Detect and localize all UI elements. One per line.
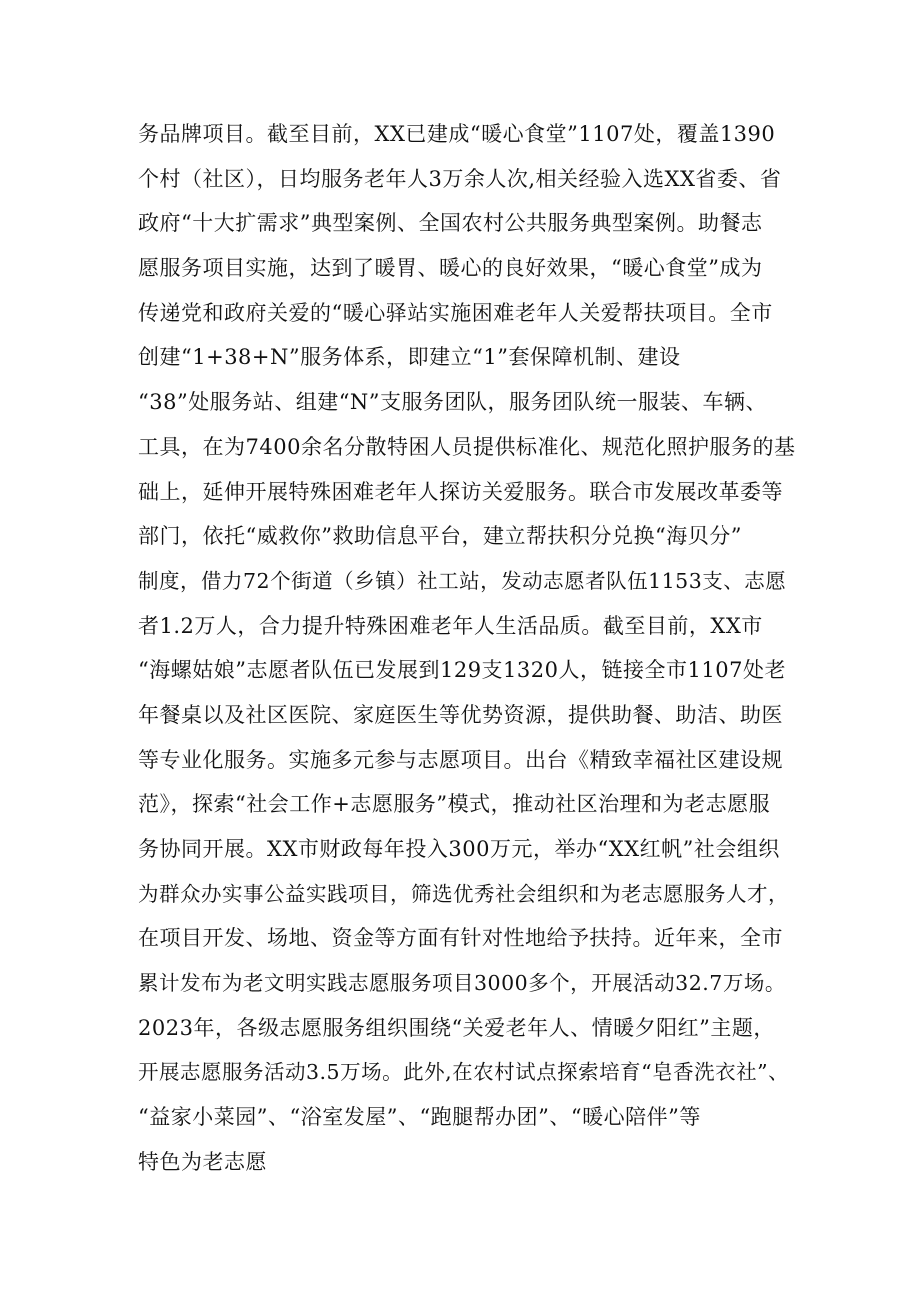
text-line: 制度，借力72个街道（乡镇）社工站，发动志愿者队伍1153支、志愿	[138, 568, 787, 593]
text-line: 务协同开展。XX市财政每年投入300万元，举办“XX红帆”社会组织	[138, 837, 780, 861]
text-line: 为群众办实事公益实践项目，筛选优秀社会组织和为老志愿服务人才，	[138, 881, 789, 906]
text-line: 等专业化服务。实施多元参与志愿项目。出台《精致幸福社区建设规	[138, 747, 783, 772]
text-line: 政府“十大扩需求”典型案例、全国农村公共服务典型案例。助餐志	[138, 211, 763, 236]
text-line: 累计发布为老文明实践志愿服务项目3000多个，开展活动32.7万场。	[138, 971, 786, 996]
text-line: 2023年，各级志愿服务组织围绕“关爱老年人、情暖夕阳红”主题，	[138, 1015, 775, 1040]
document-body	[138, 112, 798, 1185]
text-line: 创建“1+38+N”服务体系，即建立“1”套保障机制、建设	[138, 345, 681, 370]
text-line: “海螺姑娘”志愿者队伍已发展到129支1320人，链接全市1107处老	[138, 658, 786, 683]
text-line: 工具，在为7400余名分散特困人员提供标准化、规范化照护服务的基	[138, 434, 796, 459]
text-line: 在项目开发、场地、资金等方面有针对性地给予扶持。近年来，全市	[138, 926, 783, 951]
text-line: 范》，探索“社会工作+志愿服务”模式，推动社区治理和为老志愿服	[138, 792, 771, 817]
text-line: 传递党和政府关爱的“暖心驿站实施困难老年人关爱帮扶项目。全市	[138, 300, 773, 325]
text-line: “38”处服务站、组建“N”支服务团队，服务团队统一服装、车辆、	[138, 390, 768, 415]
text-line: 务品牌项目。截至目前，XX已建成“暖心食堂”1107处，覆盖1390	[138, 122, 776, 146]
text-line: 个村（社区），日均服务老年人3万余人次,相关经验入选XX省委、省	[138, 166, 782, 191]
text-line: 者1.2万人，合力提升特殊困难老年人生活品质。截至目前，XX市	[138, 613, 763, 638]
text-line: 特色为老志愿	[138, 1149, 267, 1174]
text-line: 年餐桌以及社区医院、家庭医生等优势资源，提供助餐、助洁、助医	[138, 702, 783, 727]
text-line: 开展志愿服务活动3.5万场。此外,在农村试点探索培育“皂香洗衣社”、	[138, 1060, 790, 1085]
text-line: “益家小菜园”、“浴室发屋”、“跑腿帮办团”、“暖心陪伴”等	[138, 1105, 701, 1130]
text-line: 础上，延伸开展特殊困难老年人探访关爱服务。联合市发展改革委等	[138, 479, 783, 504]
text-line: 愿服务项目实施，达到了暖胃、暖心的良好效果，“暖心食堂”成为	[138, 256, 763, 281]
text-line: 部门，依托“威救你”救助信息平台，建立帮扶积分兑换“海贝分”	[138, 524, 742, 549]
